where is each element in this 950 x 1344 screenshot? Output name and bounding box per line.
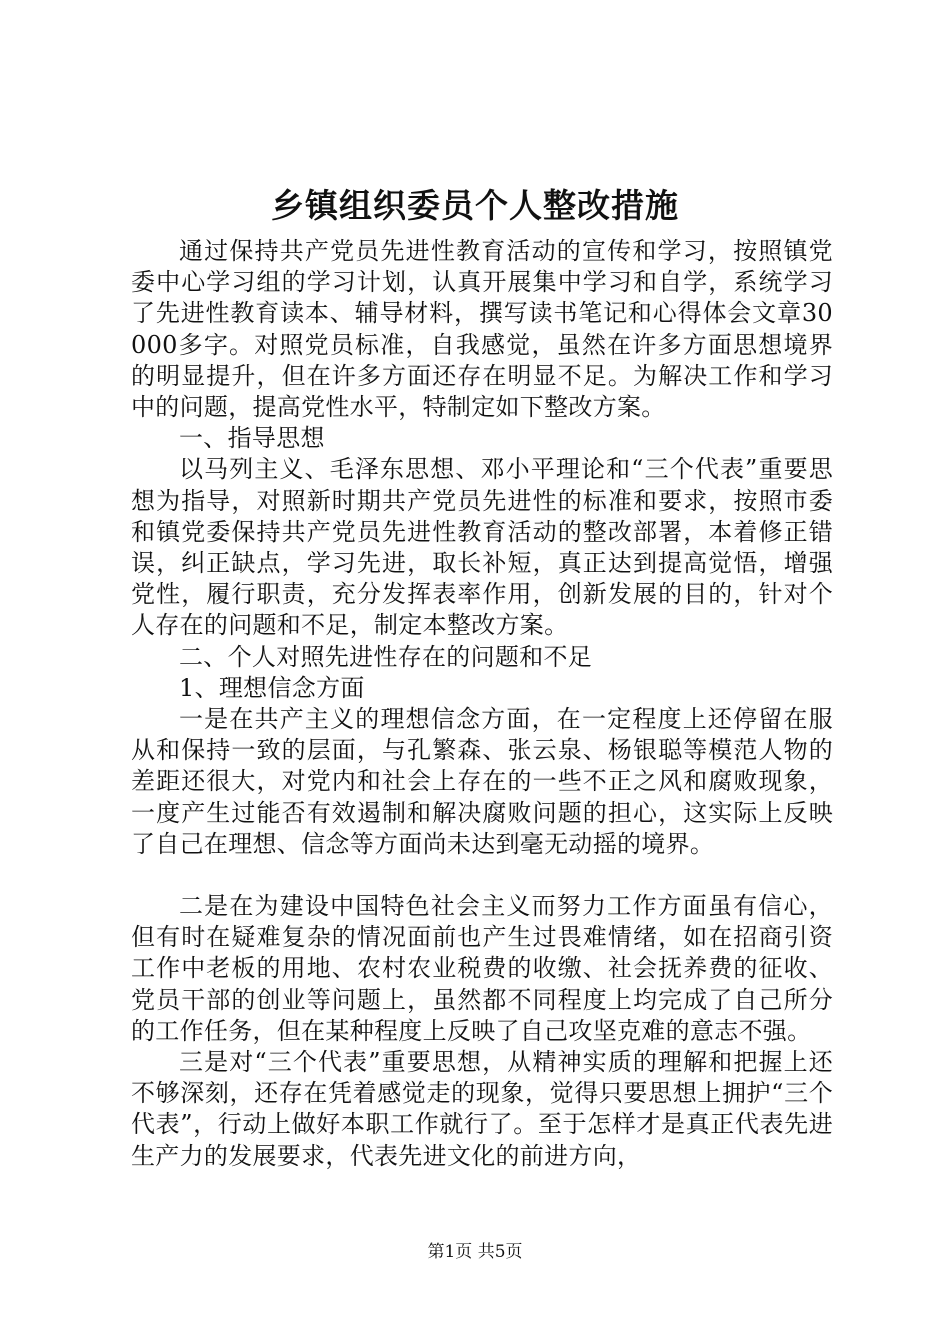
paragraph-gap <box>131 860 833 891</box>
paragraph-point-one: 一是在共产主义的理想信念方面，在一定程度上还停留在服从和保持一致的层面，与孔繁森、张云泉、杨银聪等模范人物的差距还很大，对党内和社会上存在的一些不正之风和腐败现象，一度产生过能否有效遏制和解决腐败问题的担心，这实际上反映了自己在理想、信念等方面尚未达到毫无动摇的境界。 <box>131 705 833 858</box>
paragraph-point-two: 二是在为建设中国特色社会主义而努力工作方面虽有信心，但有时在疑难复杂的情况面前也产生过畏难情绪，如在招商引资工作中老板的用地、农村农业税费的收缴、社会抚养费的征收、党员干部的创业等问题上，虽然都不同程度上均完成了自己所分的工作任务，但在某种程度上反映了自己攻坚克难的意志不强。 <box>131 892 833 1045</box>
paragraph-intro: 通过保持共产党员先进性教育活动的宣传和学习，按照镇党委中心学习组的学习计划，认真开展集中学习和自学，系统学习了先进性教育读本、辅导材料，撰写读书笔记和心得体会文章30000多字。对照党员标准，自我感觉，虽然在许多方面思想境界的明显提升，但在许多方面还存在明显不足。为解决工作和学习中的问题，提高党性水平，特制定如下整改方案。 <box>131 237 833 422</box>
document-title: 乡镇组织委员个人整改措施 <box>271 186 679 225</box>
document-body <box>131 236 833 1172</box>
page-footer: 第1页 共5页 <box>427 1242 523 1262</box>
heading-problems: 二、个人对照先进性存在的问题和不足 <box>179 642 593 671</box>
paragraph-guiding-ideology: 以马列主义、毛泽东思想、邓小平理论和“三个代表”重要思想为指导，对照新时期共产党员先进性的标准和要求，按照市委和镇党委保持共产党员先进性教育活动的整改部署，本着修正错误，纠正缺点，学习先进，取长补短，真正达到提高觉悟，增强党性，履行职责，充分发挥表率作用，创新发展的目的，针对个人存在的问题和不足，制定本整改方案。 <box>131 455 833 640</box>
heading-guiding-ideology: 一、指导思想 <box>179 424 325 453</box>
paragraph-point-three: 三是对“三个代表”重要思想，从精神实质的理解和把握上还不够深刻，还存在凭着感觉走的现象，觉得只要思想上拥护“三个代表”，行动上做好本职工作就行了。至于怎样才是真正代表先进生产力的发展要求，代表先进文化的前进方向， <box>131 1048 833 1170</box>
subheading-ideals: 1、理想信念方面 <box>179 673 365 702</box>
